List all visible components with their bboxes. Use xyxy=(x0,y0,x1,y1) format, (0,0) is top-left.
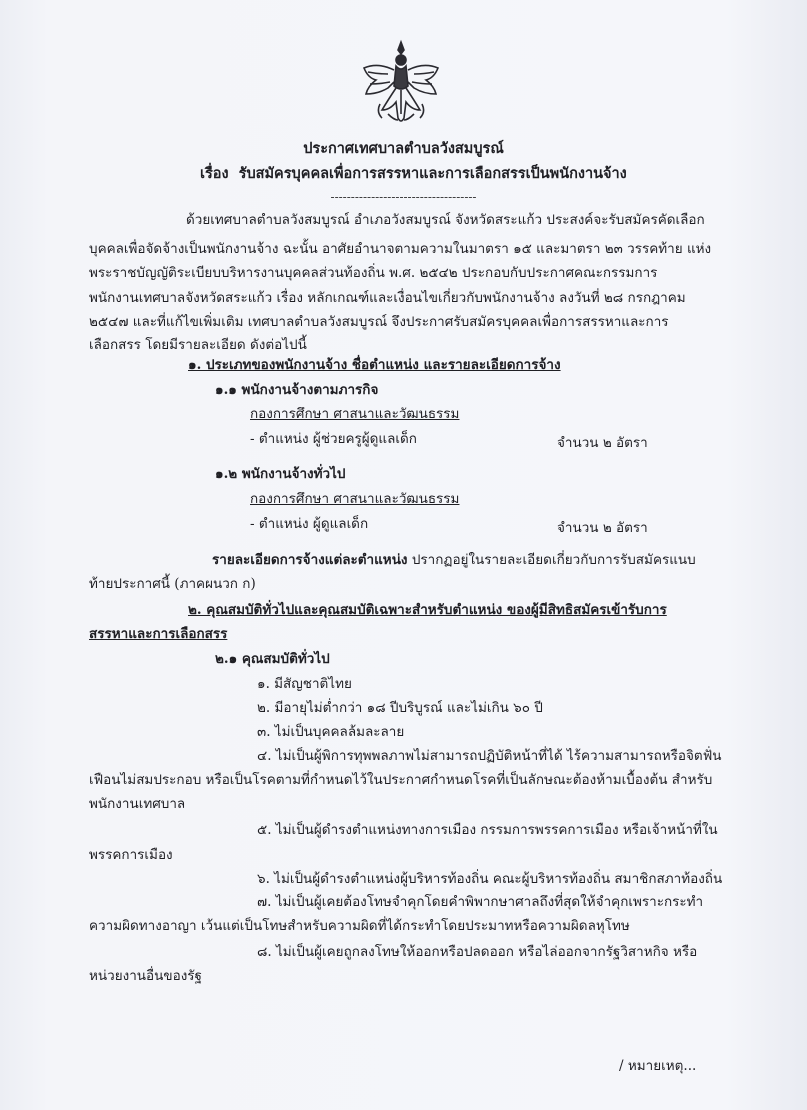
position-line: - ตำแหน่ง ผู้ช่วยครูผู้ดูแลเด็ก xyxy=(250,431,417,447)
subsection-1-2-title: ๑.๒ พนักงานจ้างทั่วไป xyxy=(215,466,346,482)
subsection-1-1-title: ๑.๑ พนักงานจ้างตามภารกิจ xyxy=(215,382,379,398)
intro-line: พระราชบัญญัติระเบียบบริหารงานบุคคลส่วนท้องถิ่น พ.ศ. ๒๕๔๒ ประกอบกับประกาศคณะกรรมการ xyxy=(89,265,658,281)
subject-text: รับสมัครบุคคลเพื่อการสรรหาและการเลือกสรรเป็นพนักงานจ้าง xyxy=(238,165,627,182)
continuation-note: / หมายเหตุ... xyxy=(619,1058,697,1074)
employment-details xyxy=(212,551,696,569)
section2-heading: ๒. คุณสมบัติทั่วไปและคุณสมบัติเฉพาะสำหรับตำแหน่ง ของผู้มีสิทธิสมัครเข้ารับการ xyxy=(188,602,667,618)
title-divider: ------------------------------------ xyxy=(330,190,477,204)
division-name: กองการศึกษา ศาสนาและวัฒนธรรม xyxy=(250,406,460,422)
position-line: - ตำแหน่ง ผู้ดูแลเด็ก xyxy=(250,516,369,532)
qualification-item: ๕. ไม่เป็นผู้ดำรงตำแหน่งทางการเมือง กรรมการพรรคการเมือง หรือเจ้าหน้าที่ใน xyxy=(257,822,718,838)
section2-heading-line2: สรรหาและการเลือกสรร xyxy=(89,626,228,642)
qualification-item: ๔. ไม่เป็นผู้พิการทุพพลภาพไม่สามารถปฏิบัติหน้าที่ได้ ไร้ความสามารถหรือจิตฟั่น xyxy=(257,748,722,764)
qualification-item: พนักงานเทศบาล xyxy=(89,796,186,812)
qualification-item: ๖. ไม่เป็นผู้ดำรงตำแหน่งผู้บริหารท้องถิ่น คณะผู้บริหารท้องถิ่น สมาชิกสภาท้องถิ่น xyxy=(257,871,723,887)
qualification-item: พรรคการเมือง xyxy=(89,847,173,863)
qualification-item: ๓. ไม่เป็นบุคคลล้มละลาย xyxy=(257,724,405,740)
section1-heading: ๑. ประเภทของพนักงานจ้าง ชื่อตำแหน่ง และรายละเอียดการจ้าง xyxy=(188,357,561,373)
intro-line: พนักงานเทศบาลจังหวัดสระแก้ว เรื่อง หลักเกณฑ์และเงื่อนไขเกี่ยวกับพนักงานจ้าง ลงวันที่ ๒๘ กรกฎาคม xyxy=(89,290,686,306)
position-amount: จำนวน ๒ อัตรา xyxy=(557,435,648,451)
qualification-item: ๘. ไม่เป็นผู้เคยถูกลงโทษให้ออกหรือปลดออก หรือไล่ออกจากรัฐวิสาหกิจ หรือ xyxy=(257,944,698,960)
position-amount: จำนวน ๒ อัตรา xyxy=(557,520,648,536)
announcement-title: ประกาศเทศบาลตำบลวังสมบูรณ์ xyxy=(303,140,504,157)
intro-line: บุคคลเพื่อจัดจ้างเป็นพนักงานจ้าง ฉะนั้น อาศัยอำนาจตามความในมาตรา ๑๕ และมาตรา ๒๓ วรรคท้าย แห่ง xyxy=(89,241,712,257)
subject-label: เรื่อง xyxy=(200,165,229,182)
division-name: กองการศึกษา ศาสนาและวัฒนธรรม xyxy=(250,491,460,507)
qualification-item: หน่วยงานอื่นของรัฐ xyxy=(89,968,202,984)
employment-details-text: ปรากฏอยู่ในรายละเอียดเกี่ยวกับการรับสมัครแนบ xyxy=(411,552,696,568)
qualification-item: ๑. มีสัญชาติไทย xyxy=(257,676,352,692)
intro-line: ๒๕๔๗ และที่แก้ไขเพิ่มเติม เทศบาลตำบลวังสมบูรณ์ จึงประกาศรับสมัครบุคคลเพื่อการสรรหาและการ xyxy=(89,314,669,330)
qualification-item: ๒. มีอายุไม่ต่ำกว่า ๑๘ ปีบริบูรณ์ และไม่เกิน ๖๐ ปี xyxy=(257,700,543,716)
garuda-emblem-icon xyxy=(358,38,444,130)
qualification-item: เฟือนไม่สมประกอบ หรือเป็นโรคตามที่กำหนดไว้ในประกาศกำหนดโรคที่เป็นลักษณะต้องห้ามเบื้องต้น สำหรับ xyxy=(89,772,713,788)
intro-line: เลือกสรร โดยมีรายละเอียด ดังต่อไปนี้ xyxy=(89,337,307,353)
subsection-2-1-title: ๒.๑ คุณสมบัติทั่วไป xyxy=(215,651,330,667)
qualification-item: ความผิดทางอาญา เว้นแต่เป็นโทษสำหรับความผิดที่ได้กระทำโดยประมาทหรือความผิดลหุโทษ xyxy=(89,918,630,934)
employment-details-line2: ท้ายประกาศนี้ (ภาคผนวก ก) xyxy=(89,576,256,592)
intro-line: ด้วยเทศบาลตำบลวังสมบูรณ์ อำเภอวังสมบูรณ์ จังหวัดสระแก้ว ประสงค์จะรับสมัครคัดเลือก xyxy=(186,212,705,228)
employment-details-label: รายละเอียดการจ้างแต่ละตำแหน่ง xyxy=(212,552,408,568)
qualification-item: ๗. ไม่เป็นผู้เคยต้องโทษจำคุกโดยคำพิพากษาศาลถึงที่สุดให้จำคุกเพราะกระทำ xyxy=(257,894,704,910)
announcement-subject xyxy=(200,165,627,183)
